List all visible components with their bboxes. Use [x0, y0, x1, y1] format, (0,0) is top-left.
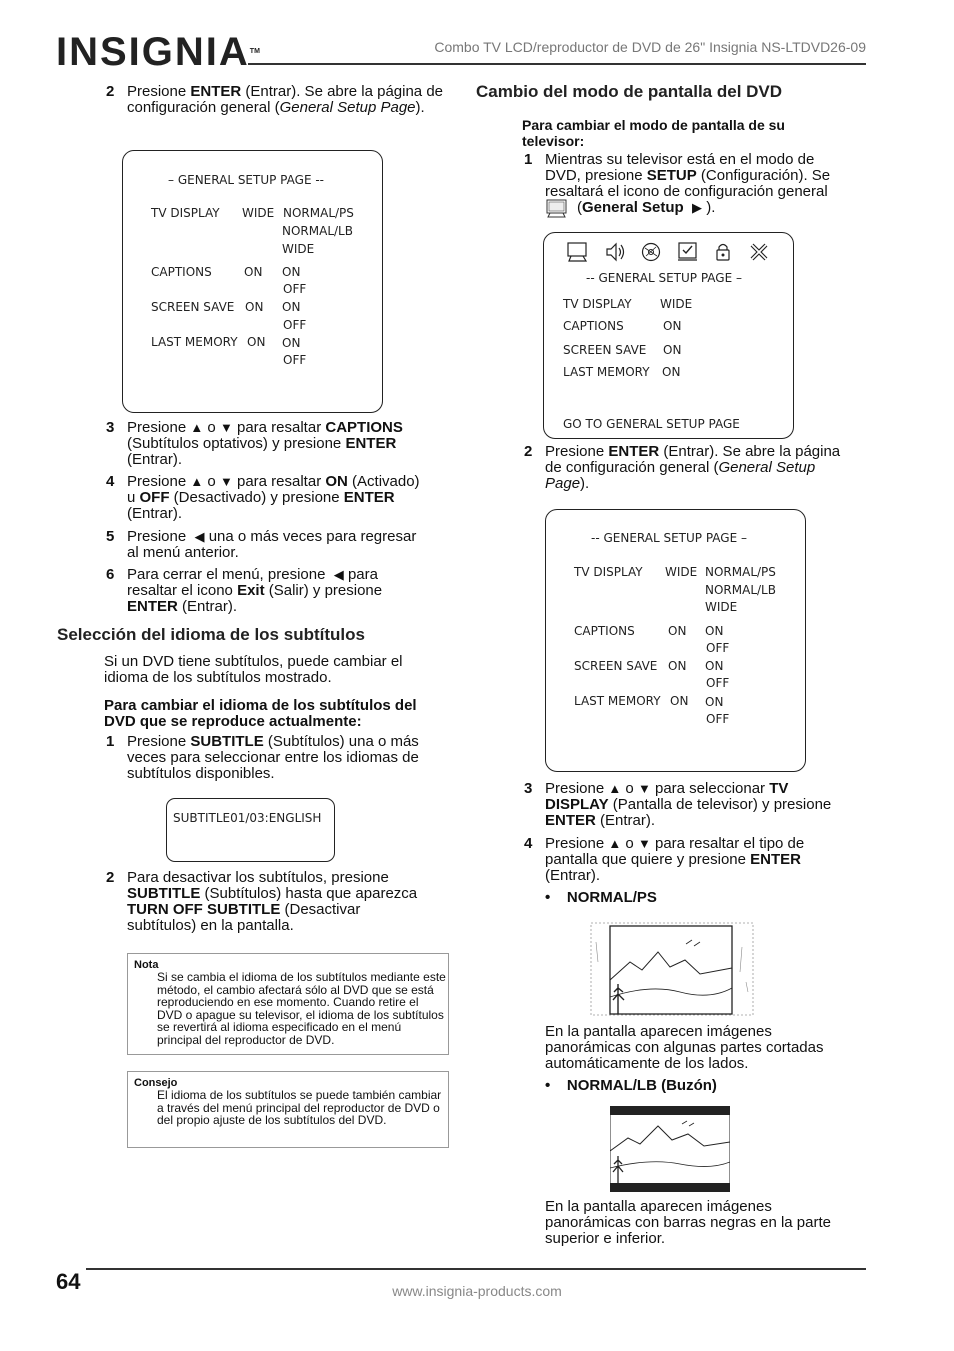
osd-captions-value: ON [244, 265, 263, 279]
text: Presione [127, 528, 187, 545]
text: Presione [127, 473, 187, 490]
page-number: 64 [56, 1269, 81, 1294]
text: Si un DVD tiene subtítulos, puede cambiar el [104, 653, 403, 670]
text: (Entrar). [545, 867, 601, 884]
text: ( [577, 199, 582, 216]
text: (Desactivado) y presione [169, 489, 344, 506]
osd-screen-save-off: OFF [706, 676, 730, 690]
osd-screen-save-value: ON [668, 659, 687, 673]
text: (Subtítulos) una o más [263, 733, 419, 750]
step-number: 3 [106, 419, 115, 436]
step-text [127, 529, 457, 561]
section-title-subtitles: Selección del idioma de los subtítulos [57, 625, 365, 644]
osd-last-memory-value: ON [670, 694, 689, 708]
step-number: 5 [106, 528, 115, 545]
key-subtitle: SUBTITLE [190, 733, 264, 750]
step-text [545, 781, 865, 829]
normal-lb-description [545, 1199, 875, 1247]
osd-last-memory-on: ON [705, 695, 724, 709]
text: Presione [545, 835, 605, 852]
osd-captions-off: OFF [283, 282, 307, 296]
osd-captions-value: ON [668, 624, 687, 638]
osd-captions: CAPTIONS [574, 624, 635, 638]
text: ). [580, 475, 590, 492]
left-arrow-icon: ◀ [194, 529, 205, 544]
text: (Desactivar [280, 901, 361, 918]
text: Presione [545, 443, 609, 460]
down-arrow-icon: ▼ [219, 420, 233, 435]
step-text [127, 420, 457, 468]
bullet-normal-lb: • NORMAL/LB (Buzón) [545, 1077, 717, 1094]
key-on: ON [325, 473, 348, 490]
key-setup: SETUP [646, 167, 697, 184]
osd-last-memory-on: ON [282, 336, 301, 350]
text: de configuración general ( [545, 459, 719, 476]
osd-tv-display: TV DISPLAY [574, 565, 643, 579]
osd-title: -- GENERAL SETUP PAGE – [586, 271, 742, 285]
preference-icon [676, 241, 700, 263]
osd-captions: CAPTIONS [151, 265, 212, 279]
key-enter: ENTER [190, 83, 242, 100]
text: o [625, 835, 634, 852]
up-arrow-icon: ▲ [608, 781, 622, 796]
lock-icon [712, 241, 736, 263]
osd-screen-save: SCREEN SAVE [574, 659, 658, 673]
subtitle-osd-text: SUBTITLE01/03:ENGLISH [173, 811, 322, 825]
osd-last-memory: LAST MEMORY [563, 365, 650, 379]
osd-last-memory-value: ON [662, 365, 681, 379]
down-arrow-icon: ▼ [637, 781, 651, 796]
text: Presione [127, 83, 191, 100]
key-display: DISPLAY [545, 796, 609, 813]
osd-last-memory-off: OFF [706, 712, 730, 726]
text: para [347, 566, 378, 583]
text: u [127, 489, 140, 506]
footer-url[interactable]: www.insignia-products.com [392, 1283, 562, 1299]
tv-icon [566, 241, 590, 263]
menu-name: General Setup [718, 459, 816, 476]
text: para resaltar el tipo de [654, 835, 805, 852]
text: (Subtítulos) hasta que aparezca [200, 885, 418, 902]
osd-tv-display: TV DISPLAY [151, 206, 220, 220]
step-text [127, 474, 457, 522]
text: (Entrar). [177, 598, 238, 615]
text: (Subtítulos optativos) y presione [127, 435, 346, 452]
key-exit: Exit [237, 582, 265, 599]
note-label: Nota [134, 959, 159, 971]
step-number: 1 [106, 733, 115, 750]
subtitles-bold-heading [104, 698, 454, 730]
text: panorámicas con barras negras en la parte [545, 1214, 831, 1231]
osd-captions-off: OFF [706, 641, 730, 655]
osd-captions-value: ON [663, 319, 682, 333]
down-arrow-icon: ▼ [219, 474, 233, 489]
step-number: 6 [106, 566, 115, 583]
note-box [127, 953, 449, 1055]
right-arrow-icon: ▶ [692, 200, 703, 215]
step-number: 2 [524, 443, 533, 460]
text: o [625, 780, 634, 797]
osd-last-memory-off: OFF [283, 353, 307, 367]
text: resaltará el icono de configuración general [545, 183, 828, 200]
general-setup-osd-left [122, 150, 383, 413]
text: una o más veces para regresar [208, 528, 417, 545]
text: Presione [127, 733, 191, 750]
subtitle-osd [166, 798, 335, 862]
text: (Pantalla de televisor) y presione [608, 796, 832, 813]
text: o [207, 419, 216, 436]
text: (Entrar). Se abre la página [659, 443, 841, 460]
text: televisor: [522, 133, 585, 149]
up-arrow-icon: ▲ [190, 420, 204, 435]
text: En la pantalla aparecen imágenes [545, 1023, 772, 1040]
tip-box [127, 1071, 449, 1148]
osd-captions: CAPTIONS [563, 319, 624, 333]
text: (Salir) y presione [264, 582, 383, 599]
osd-captions-on: ON [282, 265, 301, 279]
key-enter: ENTER [608, 443, 660, 460]
text: o [207, 473, 216, 490]
step-text [127, 84, 457, 116]
disc-icon [640, 241, 664, 263]
text: (Entrar). [595, 812, 656, 829]
note-text: Si se cambia el idioma de los subtítulos mediante este método, el cambio afectará sólo al DVD que se está reproduciendo en ese momento. Cuando retire el DVD o apague su televisor, el idioma de los subtítulos se revertirá al idioma especificado en el menú principal del reproductor de DVD. [157, 970, 446, 1047]
key-off: OFF [139, 489, 170, 506]
text: veces para seleccionar entre los idiomas de [127, 749, 419, 766]
up-arrow-icon: ▲ [190, 474, 204, 489]
menu-name: General Setup Page [279, 99, 416, 116]
bullet-normal-ps: • NORMAL/PS [545, 889, 657, 906]
text: DVD, presione [545, 167, 647, 184]
text: subtítulos) en la pantalla. [127, 917, 294, 934]
key-subtitle: SUBTITLE [127, 885, 201, 902]
bullet-label: NORMAL/LB (Buzón) [566, 1077, 717, 1094]
insignia-logo [56, 30, 260, 74]
tip-text: El idioma de los subtítulos se puede también cambiar a través del menú principal del reproductor de DVD o del propio ajuste de los subtítulos del DVD. [157, 1088, 442, 1128]
text: DVD que se reproduce actualmente: [104, 713, 362, 730]
osd-screen-save-value: ON [245, 300, 264, 314]
key-enter: ENTER [343, 489, 395, 506]
osd-screen-save-on: ON [282, 300, 301, 314]
subtitles-intro [104, 654, 454, 686]
key-captions: CAPTIONS [325, 419, 403, 436]
menu-name: Page [545, 475, 581, 492]
normal-ps-description [545, 1024, 875, 1072]
left-arrow-icon: ◀ [333, 567, 344, 582]
bullet-label: NORMAL/PS [566, 889, 657, 906]
osd-captions-on: ON [705, 624, 724, 638]
osd-screen-save-on: ON [705, 659, 724, 673]
normal-ps-illustration [590, 922, 754, 1016]
step-text [545, 444, 865, 492]
osd-option-normal-lb: NORMAL/LB [705, 583, 776, 597]
logo-text: INSIGNIA [56, 30, 250, 74]
text: resaltar el icono [127, 582, 238, 599]
text: ). [415, 99, 425, 116]
setup-menu-osd [543, 232, 794, 439]
step-text [545, 836, 865, 884]
text: (Activado) [347, 473, 420, 490]
text: subtítulos disponibles. [127, 765, 275, 782]
step-number: 2 [106, 83, 115, 100]
text: Para cambiar el idioma de los subtítulos del [104, 697, 417, 714]
osd-tv-display: TV DISPLAY [563, 297, 632, 311]
text: automáticamente de los lados. [545, 1055, 749, 1072]
text: (Entrar). [127, 451, 183, 468]
text: panorámicas con algunas partes cortadas [545, 1039, 824, 1056]
step-number: 3 [524, 780, 533, 797]
key-general-setup: General Setup [582, 199, 684, 216]
text: Presione [127, 419, 187, 436]
step-number: 4 [524, 835, 533, 852]
osd-goto-general-setup: GO TO GENERAL SETUP PAGE [563, 417, 740, 431]
down-arrow-icon: ▼ [637, 836, 651, 851]
key-tv: TV [769, 780, 789, 797]
text: al menú anterior. [127, 544, 239, 561]
tip-label: Consejo [134, 1077, 178, 1089]
text: pantalla que quiere y presione [545, 851, 751, 868]
key-turn-off-subtitle: TURN OFF SUBTITLE [127, 901, 281, 918]
step-number: 4 [106, 473, 115, 490]
normal-lb-illustration [610, 1106, 730, 1192]
osd-option-wide: WIDE [705, 600, 738, 614]
key-enter: ENTER [545, 812, 596, 829]
header-title: Combo TV LCD/reproductor de DVD de 26" Insignia NS-LTDVD26-09 [434, 39, 866, 55]
osd-option-normal-ps: NORMAL/PS [283, 206, 354, 220]
step-number: 2 [106, 869, 115, 886]
general-setup-tv-icon [545, 199, 571, 219]
osd-screen-save-off: OFF [283, 318, 307, 332]
text: idioma de los subtítulos mostrado. [104, 669, 332, 686]
key-enter: ENTER [345, 435, 397, 452]
osd-screen-save: SCREEN SAVE [151, 300, 235, 314]
osd-tv-display-value: WIDE [665, 565, 698, 579]
footer-rule [86, 1268, 866, 1270]
text: superior e inferior. [545, 1230, 666, 1247]
text: En la pantalla aparecen imágenes [545, 1198, 772, 1215]
osd-option-normal-ps: NORMAL/PS [705, 565, 776, 579]
section-title-screen-mode: Cambio del modo de pantalla del DVD [476, 82, 783, 101]
step-text [545, 152, 865, 216]
text: ). [706, 199, 716, 216]
osd-option-wide: WIDE [282, 242, 315, 256]
key-enter: ENTER [750, 851, 801, 868]
general-setup-osd-right [545, 509, 806, 772]
text: para resaltar [236, 419, 326, 436]
text: Presione [545, 780, 605, 797]
osd-tv-display-value: WIDE [660, 297, 693, 311]
text: (Configuración). Se [696, 167, 831, 184]
text: para seleccionar [654, 780, 770, 797]
step-text [127, 734, 457, 782]
step-text [127, 870, 457, 934]
screen-mode-bold-heading [522, 117, 862, 149]
osd-last-memory: LAST MEMORY [151, 335, 238, 349]
step-text [127, 567, 457, 615]
exit-icon [748, 241, 772, 263]
osd-option-normal-lb: NORMAL/LB [282, 224, 353, 238]
key-enter: ENTER [127, 598, 178, 615]
osd-tv-display-value: WIDE [242, 206, 275, 220]
osd-title: -- GENERAL SETUP PAGE – [591, 531, 747, 545]
text: (Entrar). [127, 505, 183, 522]
osd-last-memory-value: ON [247, 335, 266, 349]
osd-last-memory: LAST MEMORY [574, 694, 661, 708]
osd-screen-save-value: ON [663, 343, 682, 357]
logo-trademark: TM [249, 48, 260, 55]
osd-screen-save: SCREEN SAVE [563, 343, 647, 357]
osd-title: – GENERAL SETUP PAGE -- [168, 173, 324, 187]
up-arrow-icon: ▲ [608, 836, 622, 851]
text: Para cerrar el menú, presione [127, 566, 326, 583]
text: (Entrar). Se abre la página de configuración general ( [127, 83, 444, 116]
text: Para cambiar el modo de pantalla de su [522, 117, 785, 133]
text: para resaltar [236, 473, 326, 490]
speaker-icon [604, 241, 628, 263]
text: Mientras su televisor está en el modo de [545, 151, 815, 168]
step-number: 1 [524, 151, 533, 168]
text: Para desactivar los subtítulos, presione [127, 869, 389, 886]
header-rule [248, 63, 866, 65]
